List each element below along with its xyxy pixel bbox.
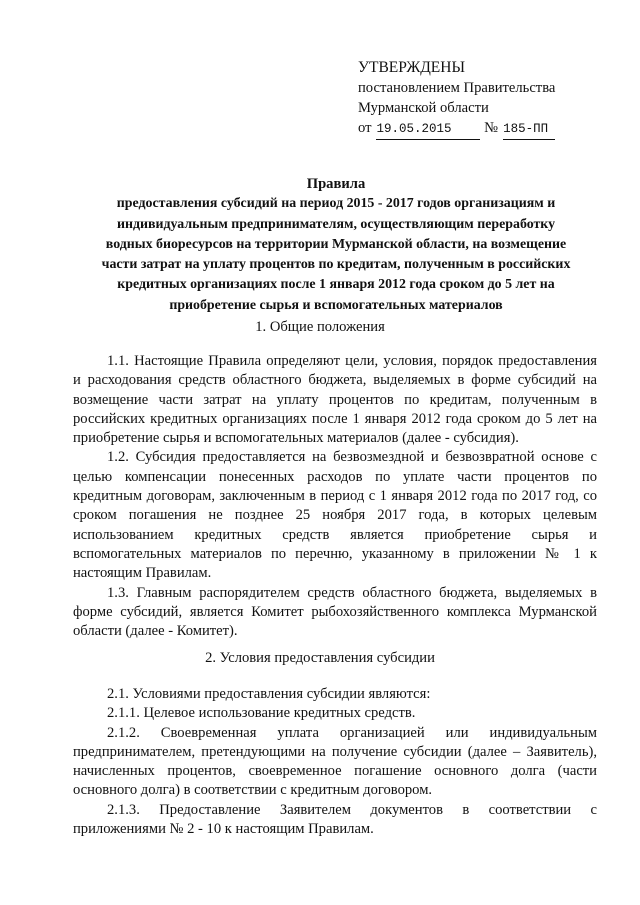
document-title xyxy=(66,174,606,316)
paragraph-2-1-1: 2.1.1. Целевое использование кредитных средств. xyxy=(107,705,416,722)
title-main: Правила xyxy=(306,176,366,192)
approval-line-1: постановлением Правительства xyxy=(358,80,556,96)
title-line: части затрат на уплату процентов по кредитам, полученным в российских xyxy=(101,257,571,273)
approval-stamp xyxy=(358,58,555,140)
approval-date: 19.05.2015 xyxy=(376,119,480,140)
paragraph-2-1-3: 2.1.3. Предоставление Заявителем документов в соответствии с приложениями № 2 - 10 к настоящим Правилам. xyxy=(73,801,597,838)
title-line: приобретение сырья и вспомогательных материалов xyxy=(169,297,503,313)
approval-heading: УТВЕРЖДЕНЫ xyxy=(358,59,465,76)
number-prefix: № xyxy=(484,120,499,136)
title-line: водных биоресурсов на территории Мурманской области, на возмещение xyxy=(105,236,567,252)
paragraph-1-1: 1.1. Настоящие Правила определяют цели, условия, порядок предоставления и расходования средств областного бюджета, выделяемых в форме субсидий на возмещение части затрат на уплату процентов по кредитам, полученным в российских кредитных организациях после 1 января 2012 года сроком до 5 лет на приобретение сырья и вспомогательных материалов (далее - субсидия). xyxy=(73,353,597,447)
section-2-heading: 2. Условия предоставления субсидии xyxy=(205,650,435,666)
paragraph-1-3: 1.3. Главным распорядителем средств областного бюджета, выделяемых в форме субсидий, является Комитет рыбохозяйственного комплекса Мурманской области (далее - Комитет). xyxy=(73,584,597,640)
title-line: предоставления субсидий на период 2015 - 2017 годов организациям и xyxy=(116,196,556,212)
paragraph-1-2: 1.2. Субсидия предоставляется на безвозмездной и безвозвратной основе с целью компенсации понесенных расходов по уплате части процентов по кредитным договорам, заключенным в период с 1 января 2012 года по 2017 год, со сроком погашения не позднее 25 ноября 2017 года, в которых целевым использованием кредитных средств является приобретение сырья и вспомогательных материалов по перечню, указанному в приложении № 1 к настоящим Правилам. xyxy=(73,449,597,582)
date-prefix: от xyxy=(358,120,372,136)
paragraph-2-1-2: 2.1.2. Своевременная уплата организацией или индивидуальным предпринимателем, претендующими на получение субсидии (далее – Заявитель), начисленных процентов, своевременное погашение основного долга (части основного долга) в соответствии с кредитным договором. xyxy=(73,724,597,799)
approval-date-line xyxy=(358,118,555,140)
title-line: кредитных организациях после 1 января 2012 года сроком до 5 лет на xyxy=(117,277,555,293)
approval-number: 185-ПП xyxy=(503,119,555,140)
title-line: индивидуальным предпринимателям, осуществляющим переработку xyxy=(116,216,556,232)
approval-line-2: Мурманской области xyxy=(358,100,489,116)
paragraph-2-1: 2.1. Условиями предоставления субсидии являются: xyxy=(107,686,431,702)
section-2-body xyxy=(73,685,597,839)
section-1-heading: 1. Общие положения xyxy=(255,319,385,335)
section-1-body xyxy=(73,352,597,641)
